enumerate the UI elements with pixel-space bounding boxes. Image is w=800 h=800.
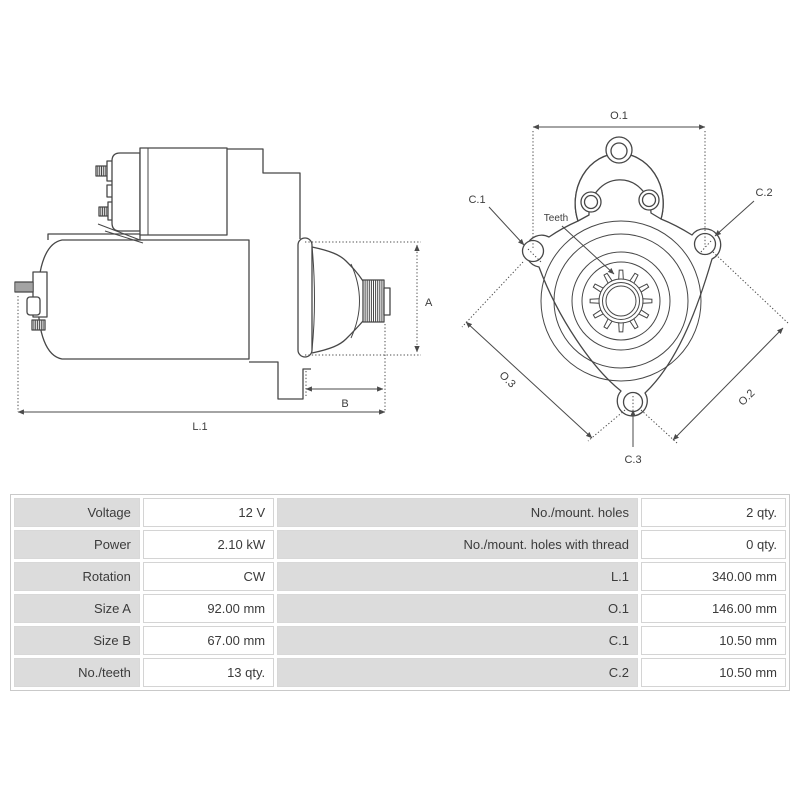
cell-value1: 2.10 kW <box>143 530 274 559</box>
table-row <box>14 626 786 655</box>
dim-label-l1: L.1 <box>192 421 208 433</box>
solenoid-rear-cap <box>112 153 140 231</box>
rear-through-bolt <box>15 282 33 292</box>
dimension-b <box>306 371 383 410</box>
cell-value1: CW <box>143 562 274 591</box>
mount-hole-c3 <box>624 393 643 412</box>
cell-label1: Size B <box>14 626 140 655</box>
dim-label-b: B <box>341 398 349 410</box>
mounting-flange-ring <box>298 238 312 357</box>
rear-small-block <box>27 297 40 315</box>
cell-label2: C.1 <box>277 626 638 655</box>
cell-label2: L.1 <box>277 562 638 591</box>
cell-value2: 10.50 mm <box>641 626 786 655</box>
table-row <box>14 594 786 623</box>
spec-table-body <box>14 498 786 687</box>
dim-label-a: A <box>425 297 433 309</box>
cell-value2: 2 qty. <box>641 498 786 527</box>
cell-label1: Voltage <box>14 498 140 527</box>
cell-label1: Size A <box>14 594 140 623</box>
dim-label-o3: O.3 <box>496 369 518 391</box>
arch-top-hole <box>611 143 627 159</box>
cell-label2: O.1 <box>277 594 638 623</box>
cell-value1: 12 V <box>143 498 274 527</box>
dim-label-o1: O.1 <box>610 110 628 122</box>
motor-body <box>38 240 249 359</box>
cell-value2: 10.50 mm <box>641 658 786 687</box>
front-view-drawing <box>462 110 789 466</box>
cell-value2: 0 qty. <box>641 530 786 559</box>
spec-table <box>10 494 790 691</box>
cell-label2: No./mount. holes with thread <box>277 530 638 559</box>
arch-left-hole <box>585 196 598 209</box>
pinion-end-cap <box>384 288 390 315</box>
cell-value2: 146.00 mm <box>641 594 786 623</box>
dim-label-c2: C.2 <box>755 187 773 199</box>
dim-label-teeth: Teeth <box>543 213 569 224</box>
table-row <box>14 530 786 559</box>
table-row <box>14 658 786 687</box>
cell-label2: No./mount. holes <box>277 498 638 527</box>
cell-label1: No./teeth <box>14 658 140 687</box>
dim-label-c1: C.1 <box>468 194 486 206</box>
pinion-teeth-hatch <box>365 280 382 322</box>
cell-label2: C.2 <box>277 658 638 687</box>
table-row <box>14 562 786 591</box>
side-view-drawing <box>15 148 433 433</box>
cell-value1: 92.00 mm <box>143 594 274 623</box>
dim-label-o2: O.2 <box>736 387 758 409</box>
spec-table-container <box>10 494 790 691</box>
mounting-foot <box>249 362 311 399</box>
flange-plate-outline <box>526 153 721 415</box>
table-row <box>14 498 786 527</box>
dimension-c1 <box>468 194 542 263</box>
dim-label-c3: C.3 <box>624 454 642 466</box>
solenoid-body <box>140 148 227 235</box>
cell-label1: Power <box>14 530 140 559</box>
drive-bracket-top <box>227 149 300 239</box>
cell-value1: 13 qty. <box>143 658 274 687</box>
cell-value1: 67.00 mm <box>143 626 274 655</box>
cell-label1: Rotation <box>14 562 140 591</box>
cell-value2: 340.00 mm <box>641 562 786 591</box>
arch-right-hole <box>643 194 656 207</box>
